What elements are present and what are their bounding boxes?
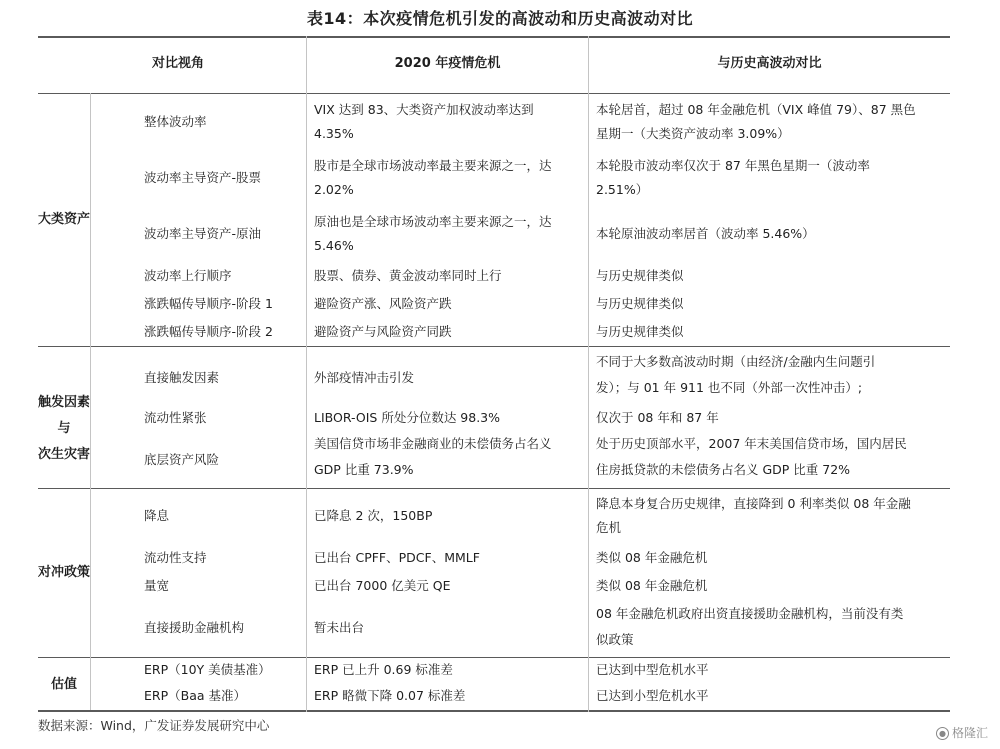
- header-2020-crisis: 2020 年疫情危机: [394, 56, 501, 71]
- row-perspective: 直接援助金融机构: [144, 620, 245, 635]
- crisis-line: 股票、债券、黄金波动率同时上行: [314, 268, 502, 283]
- row-perspective: 流动性紧张: [144, 410, 207, 425]
- crisis-line: LIBOR-OIS 所处分位数达 98.3%: [314, 410, 500, 425]
- col-divider-2: [306, 36, 307, 712]
- crisis-line: 已出台 CPFF、PDCF、MMLF: [314, 550, 480, 565]
- group-label-line: 次生灾害: [38, 447, 91, 462]
- rule-top: [38, 36, 950, 38]
- rule-group1: [38, 346, 950, 347]
- group-label-triggers: [38, 390, 90, 468]
- history-line: 似政策: [596, 632, 634, 647]
- history-line: 仅次于 08 年和 87 年: [596, 410, 719, 425]
- row-perspective: 波动率上行顺序: [144, 268, 232, 283]
- crisis-line: ERP 略微下降 0.07 标准差: [314, 688, 466, 703]
- row-perspective: 流动性支持: [144, 550, 207, 565]
- group-label-hedging-policy: 对冲政策: [38, 565, 91, 580]
- history-line: 星期一（大类资产波动率 3.09%）: [596, 126, 790, 141]
- history-line: 本轮居首，超过 08 年金融危机（VIX 峰值 79）、87 黑色: [596, 102, 916, 117]
- history-line: 与历史规律类似: [596, 324, 684, 339]
- crisis-line: 5.46%: [314, 238, 354, 253]
- crisis-line: 美国信贷市场非金融商业的未偿债务占名义: [314, 436, 552, 451]
- crisis-line: 已降息 2 次，150BP: [314, 508, 433, 523]
- crisis-line: 已出台 7000 亿美元 QE: [314, 578, 451, 593]
- rule-header: [38, 93, 950, 94]
- comparison-table: [38, 36, 950, 712]
- history-line: 本轮原油波动率居首（波动率 5.46%）: [596, 226, 815, 241]
- row-perspective: 底层资产风险: [144, 452, 220, 467]
- watermark-text: 格隆汇: [951, 726, 988, 740]
- col-divider-3: [588, 36, 589, 712]
- history-line: 降息本身复合历史规律，直接降到 0 利率类似 08 年金融: [596, 496, 911, 511]
- watermark: [936, 724, 988, 741]
- history-line: 发）；与 01 年 911 也不同（外部一次性冲击）;: [596, 380, 863, 395]
- row-perspective: 波动率主导资产-股票: [144, 170, 262, 185]
- row-perspective: ERP（Baa 基准）: [144, 688, 246, 703]
- row-perspective: 降息: [144, 508, 170, 523]
- history-line: 危机: [596, 520, 622, 535]
- crisis-line: 4.35%: [314, 126, 354, 141]
- history-line: 与历史规律类似: [596, 296, 684, 311]
- row-perspective: 涨跌幅传导顺序-阶段 1: [144, 296, 273, 311]
- crisis-line: GDP 比重 73.9%: [314, 462, 414, 477]
- history-line: 住房抵贷款的未偿债务占名义 GDP 比重 72%: [596, 462, 851, 477]
- row-perspective: 整体波动率: [144, 114, 207, 129]
- data-source-note: 数据来源：Wind，广发证券发展研究中心: [38, 718, 270, 733]
- crisis-line: 股市是全球市场波动率最主要来源之一，达: [314, 158, 552, 173]
- rule-bottom: [38, 710, 950, 712]
- group-label-line: 触发因素与: [38, 395, 91, 436]
- crisis-line: 暂未出台: [314, 620, 365, 635]
- crisis-line: 外部疫情冲击引发: [314, 370, 415, 385]
- header-perspective: 对比视角: [151, 56, 204, 71]
- col-divider-1: [90, 93, 91, 710]
- row-perspective: 波动率主导资产-原油: [144, 226, 262, 241]
- rule-group2: [38, 488, 950, 489]
- table-title: 表14：本次疫情危机引发的高波动和历史高波动对比: [306, 9, 694, 28]
- history-line: 与历史规律类似: [596, 268, 684, 283]
- history-line: 不同于大多数高波动时期（由经济/金融内生问题引: [596, 354, 876, 369]
- crisis-line: VIX 达到 83、大类资产加权波动率达到: [314, 102, 534, 117]
- circle-logo-icon: ●: [936, 727, 949, 740]
- history-line: 类似 08 年金融危机: [596, 550, 708, 565]
- row-perspective: ERP（10Y 美债基准）: [144, 662, 271, 677]
- history-line: 类似 08 年金融危机: [596, 578, 708, 593]
- history-line: 08 年金融危机政府出资直接援助金融机构，当前没有类: [596, 606, 904, 621]
- crisis-line: 避险资产涨、风险资产跌: [314, 296, 452, 311]
- history-line: 已达到小型危机水平: [596, 688, 709, 703]
- crisis-line: ERP 已上升 0.69 标准差: [314, 662, 453, 677]
- crisis-line: 避险资产与风险资产同跌: [314, 324, 452, 339]
- header-history: 与历史高波动对比: [717, 56, 822, 71]
- history-line: 已达到中型危机水平: [596, 662, 709, 677]
- row-perspective: 涨跌幅传导顺序-阶段 2: [144, 324, 273, 339]
- row-perspective: 直接触发因素: [144, 370, 220, 385]
- row-perspective: 量宽: [144, 578, 170, 593]
- history-line: 本轮股市波动率仅次于 87 年黑色星期一（波动率: [596, 158, 870, 173]
- crisis-line: 2.02%: [314, 182, 354, 197]
- crisis-line: 原油也是全球市场波动率主要来源之一，达: [314, 214, 552, 229]
- history-line: 处于历史顶部水平，2007 年末美国信贷市场，国内居民: [596, 436, 907, 451]
- group-label-valuation: 估值: [50, 677, 77, 692]
- history-line: 2.51%）: [596, 182, 649, 197]
- group-label-asset-classes: 大类资产: [38, 212, 91, 227]
